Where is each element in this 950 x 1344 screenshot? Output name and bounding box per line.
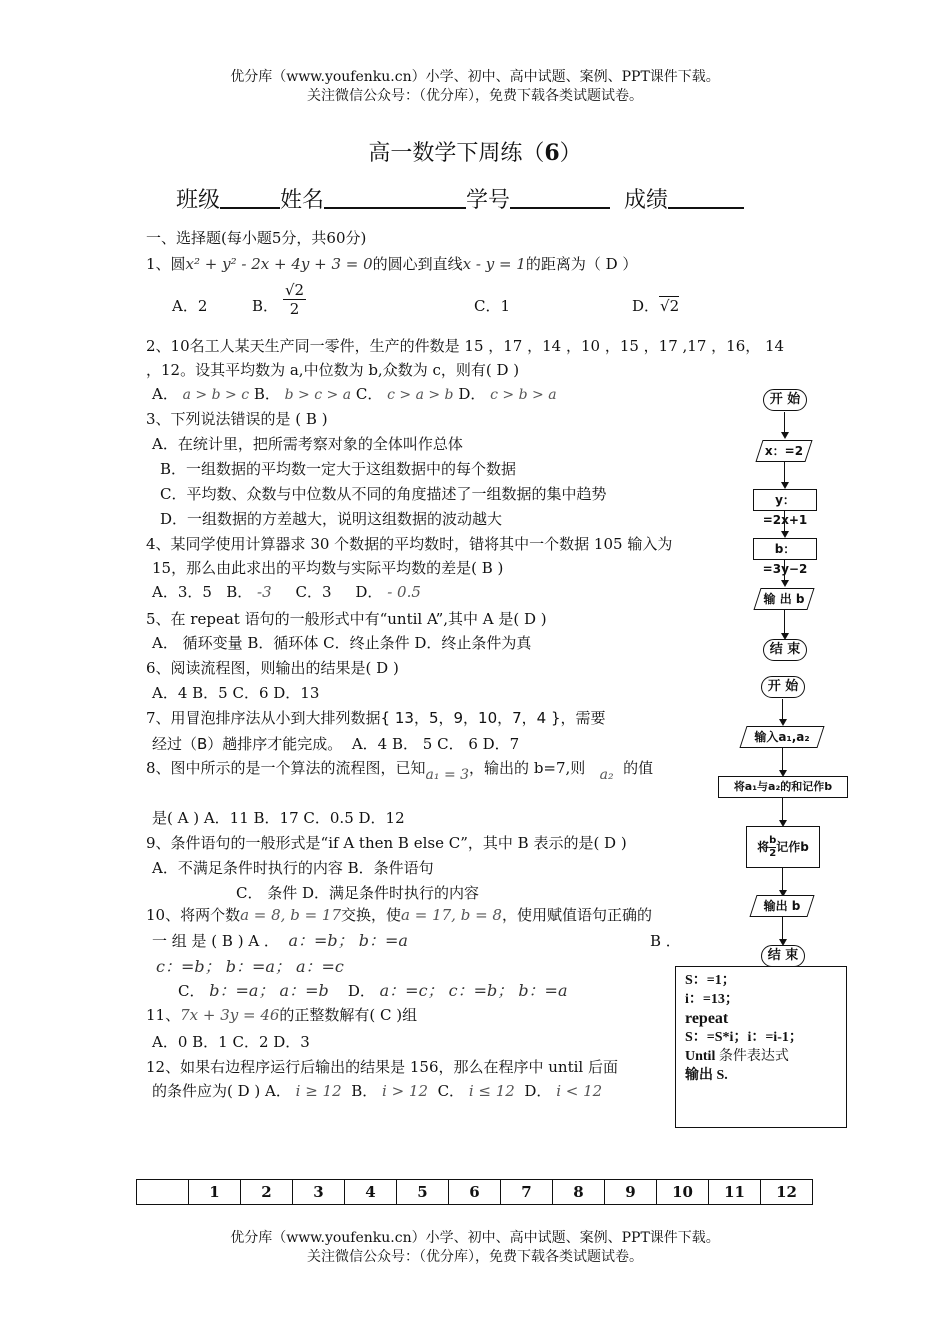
q10-option-b-label: B ． [650, 932, 681, 950]
answer-cell-12[interactable]: 12 [761, 1180, 813, 1205]
footer-line-1: 优分库（www.youfenku.cn）小学、初中、高中试题、案例、PPT课件下载。 [230, 1230, 720, 1246]
id-blank[interactable] [510, 185, 610, 209]
question-10-line-1: 10、将两个数a = 8, b = 17交换，使a = 17, b = 8，使用赋值语句正确的 [146, 906, 652, 924]
flow1-compute-y: y：=2x+1 [753, 489, 817, 511]
answer-cell-6[interactable]: 6 [449, 1180, 501, 1205]
flow1-end: 结 束 [763, 639, 807, 661]
question-7-line-1: 7、用冒泡排序法从小到大排列数据{ 13，5，9，10，7，4 }，需要 [146, 709, 606, 727]
name-blank[interactable] [324, 185, 466, 209]
question-11-stem: 11、7x + 3y = 46的正整数解有( C )组 [146, 1006, 418, 1024]
name-label: 姓名 [280, 188, 325, 213]
q1-option-b-fraction: $\frac{√2}{2}$ [285, 281, 305, 318]
question-1-stem: 1、圆x² + y² - 2x + 4y + 3 = 0的圆心到直线x - y = 1的距离为（ D ） [146, 255, 638, 273]
header-line-1: 优分库（www.youfenku.cn）小学、初中、高中试题、案例、PPT课件下载。 [230, 69, 720, 85]
header-line-2: 关注微信公众号：（优分库），免费下载各类试题试卷。 [307, 88, 643, 104]
q10-option-b-value: c：=b； b：=a； a：=c [156, 957, 344, 976]
flow1-compute-b: b：=3y−2 [753, 538, 817, 560]
q1-line-equation: x - y = 1 [462, 255, 526, 273]
answer-cell-3[interactable]: 3 [293, 1180, 345, 1205]
question-2-line-1: 2、10名工人某天生产同一零件，生产的件数是 15 ，17 ，14 ，10 ，15 ，17 ,17 ，16， 14 [146, 337, 785, 355]
answer-cell-2[interactable]: 2 [241, 1180, 293, 1205]
q6-options: A．4 B．5 C．6 D．13 [152, 684, 320, 702]
flow1-start: 开 始 [763, 389, 807, 411]
student-info-line [176, 183, 744, 214]
score-blank[interactable] [668, 185, 744, 209]
question-4-line-1: 4、某同学使用计算器求 30 个数据的平均数时，错将其中一个数据 105 输入为 [146, 535, 673, 553]
q3-option-c: C．平均数、众数与中位数从不同的角度描述了一组数据的集中趋势 [160, 485, 607, 503]
code-line-1: S：=1； [685, 973, 736, 988]
flow2-half-step: 将 $\frac{b}{2}$ 记作b [746, 826, 820, 868]
flow2-start: 开 始 [761, 676, 805, 698]
answer-table [136, 1179, 813, 1205]
flow2-end: 结 束 [761, 945, 805, 967]
class-blank[interactable] [220, 185, 280, 209]
answer-table-corner [137, 1180, 189, 1205]
code-line-6: 输出 S. [685, 1068, 728, 1083]
title-text: 高一数学下周练（ [368, 141, 545, 166]
question-10-line-2: 一 组 是 ( B ) A ． a：=b； b：=a [152, 931, 408, 950]
footer-line-2: 关注微信公众号：（优分库），免费下载各类试题试卷。 [307, 1249, 643, 1265]
q1-option-c: C．1 [474, 297, 511, 315]
q10-options-cd: C． b：=a； a：=b D． a：=c； c：=b； b：=a [178, 981, 568, 1000]
answer-cell-10[interactable]: 10 [657, 1180, 709, 1205]
q11-options: A．0 B．1 C．2 D．3 [152, 1033, 310, 1051]
question-3-stem: 3、下列说法错误的是 ( B ) [146, 410, 328, 428]
question-12-line-1: 12、如果右边程序运行后输出的结果是 156，那么在程序中 until 后面 [146, 1058, 618, 1076]
q3-option-d: D．一组数据的方差越大，说明这组数据的波动越大 [160, 510, 503, 528]
flow2-sum-step: 将a₁与a₂的和记作b [718, 776, 848, 798]
q1-option-d: D．√2 [632, 297, 680, 315]
question-6-stem: 6、阅读流程图，则输出的结果是( D ) [146, 659, 399, 677]
q4-options: A．3．5 B． -3 C．3 D． - 0.5 [152, 583, 421, 601]
page-title [0, 136, 950, 167]
flow2-input: 输入a₁,a₂ [739, 726, 824, 748]
answer-table-row [137, 1180, 813, 1205]
title-close: ） [559, 141, 582, 166]
q3-option-a: A．在统计里，把所需考察对象的全体叫作总体 [152, 435, 463, 453]
code-line-4: S：=S*i；i：=i-1； [685, 1030, 803, 1045]
q1-option-a: A．2 [172, 297, 208, 315]
q1-option-b: B． [252, 297, 279, 315]
question-4-line-2: 15，那么由此求出的平均数与实际平均数的差是( B ) [152, 559, 504, 577]
q9-options-cd: C． 条件 D．满足条件时执行的内容 [236, 884, 480, 902]
answer-cell-7[interactable]: 7 [501, 1180, 553, 1205]
code-line-2: i：=13； [685, 992, 739, 1007]
question-8-line-1: 8、图中所示的是一个算法的流程图，已知a₁ = 3，输出的 b=7,则 a₂ 的值 [146, 759, 654, 783]
title-number: 6 [544, 140, 560, 166]
section-heading: 一、选择题(每小题5分，共60分) [146, 229, 367, 247]
class-label: 班级 [176, 188, 221, 213]
q3-option-b: B．一组数据的平均数一定大于这组数据中的每个数据 [160, 460, 517, 478]
flow2-output: 输出 b [749, 895, 814, 917]
answer-cell-11[interactable]: 11 [709, 1180, 761, 1205]
id-label: 学号 [466, 188, 511, 213]
q5-options: A． 循环变量 B．循环体 C．终止条件 D．终止条件为真 [152, 634, 532, 652]
code-line-5: Until 条件表达式 [685, 1049, 789, 1064]
q1-circle-equation: x² + y² - 2x + 4y + 3 = 0 [185, 255, 373, 273]
flow1-assign-x: x：=2 [755, 440, 812, 462]
answer-cell-4[interactable]: 4 [345, 1180, 397, 1205]
flow1-output: 输 出 b [753, 588, 814, 610]
question-7-line-2: 经过（B）趟排序才能完成。 A．4 B． 5 C． 6 D．7 [152, 735, 520, 753]
question-12-line-2: 的条件应为( D ) A． i ≥ 12 B． i > 12 C． i ≤ 12 D． i < 12 [152, 1082, 603, 1100]
question-5-stem: 5、在 repeat 语句的一般形式中有“until A”,其中 A 是( D ) [146, 610, 547, 628]
answer-cell-9[interactable]: 9 [605, 1180, 657, 1205]
answer-cell-8[interactable]: 8 [553, 1180, 605, 1205]
question-2-line-2: ，12。设其平均数为 a,中位数为 b,众数为 c，则有( D ) [146, 361, 520, 379]
score-label: 成绩 [624, 188, 669, 213]
question-9-stem: 9、条件语句的一般形式是“if A then B else C”，其中 B 表示的是( D ) [146, 834, 627, 852]
answer-cell-1[interactable]: 1 [189, 1180, 241, 1205]
q9-options-ab: A．不满足条件时执行的内容 B．条件语句 [152, 859, 434, 877]
q2-options: A． a > b > c B． b > c > a C． c > a > b D． c > b > a [152, 385, 557, 403]
question-8-line-2: 是( A ) A．11 B．17 C．0.5 D．12 [152, 809, 405, 827]
code-line-3: repeat [685, 1010, 729, 1027]
program-code-box [675, 966, 847, 1128]
answer-cell-5[interactable]: 5 [397, 1180, 449, 1205]
